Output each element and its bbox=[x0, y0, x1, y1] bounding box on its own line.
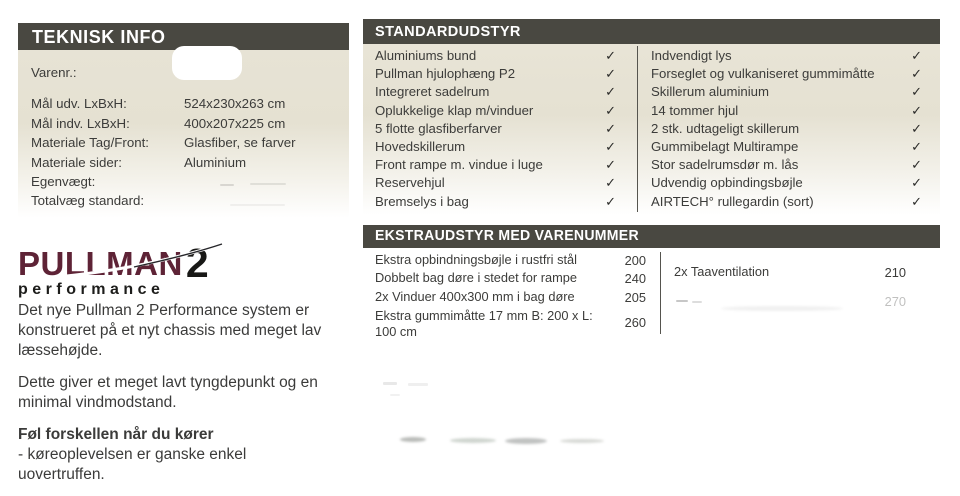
spec-row-totalvaeg bbox=[31, 191, 349, 210]
item-number: 200 bbox=[624, 252, 646, 268]
equipment-row: Oplukkelige klap m/vinduer ✓ bbox=[375, 102, 616, 120]
equipment-row: Integreret sadelrum ✓ bbox=[375, 83, 616, 101]
ekstraudstyr-header bbox=[363, 225, 940, 248]
item-number: 240 bbox=[624, 271, 646, 287]
pullman-logo bbox=[18, 240, 248, 299]
equipment-row: Indvendigt lys ✓ bbox=[651, 47, 922, 65]
extra-row: Dobbelt bag døre i stedet for rampe 240 bbox=[375, 270, 646, 287]
checkmark-icon: ✓ bbox=[605, 157, 616, 173]
spec-label: Mål indv. LxBxH: bbox=[31, 115, 130, 131]
erased-totalvaeg-remnant bbox=[230, 204, 285, 206]
equipment-row: Aluminiums bund ✓ bbox=[375, 47, 616, 65]
equipment-row: Reservehjul ✓ bbox=[375, 174, 616, 192]
equipment-row: AIRTECH° rullegardin (sort) ✓ bbox=[651, 193, 922, 211]
checkmark-icon: ✓ bbox=[911, 84, 922, 100]
equipment-row: Gummibelagt Multirampe ✓ bbox=[651, 138, 922, 156]
logo-number: 2 bbox=[185, 240, 209, 286]
spec-value: Aluminium bbox=[184, 154, 247, 170]
standardudstyr-panel bbox=[363, 19, 940, 222]
standardudstyr-column-2 bbox=[638, 47, 940, 211]
teknisk-info-title: TEKNISK INFO bbox=[32, 26, 166, 47]
checkmark-icon: ✓ bbox=[605, 138, 616, 154]
intro-paragraph-1: Det nye Pullman 2 Performance system er konstrueret på et nyt chassis med meget lav læssehøjde. bbox=[18, 302, 322, 359]
ekstraudstyr-title: EKSTRAUDSTYR MED VARENUMMER bbox=[375, 228, 639, 244]
logo-tagline: performance bbox=[18, 281, 165, 298]
extra-row: Ekstra gummimåtte 17 mm B: 200 x L: 100 cm 260 bbox=[375, 308, 646, 339]
equipment-row: Udvendig opbindingsbøjle ✓ bbox=[651, 174, 922, 192]
checkmark-icon: ✓ bbox=[605, 66, 616, 82]
standardudstyr-body bbox=[363, 44, 940, 222]
checkmark-icon: ✓ bbox=[911, 157, 922, 173]
spec-label: Varenr.: bbox=[31, 65, 77, 80]
intro-paragraph-2: Dette giver et meget lavt tyngdepunkt og en minimal vindmodstand. bbox=[18, 374, 318, 411]
equipment-row: Skillerum aluminium ✓ bbox=[651, 83, 922, 101]
checkmark-icon: ✓ bbox=[605, 84, 616, 100]
erased-smudge bbox=[721, 306, 843, 311]
checkmark-icon: ✓ bbox=[911, 138, 922, 154]
erased-egenvaegt-remnant bbox=[220, 184, 234, 186]
erased-smudge bbox=[450, 438, 496, 443]
ekstraudstyr-panel bbox=[363, 225, 940, 363]
spacer bbox=[31, 82, 349, 94]
spec-row-mal-udv bbox=[31, 94, 349, 113]
spec-value: Glasfiber, se farver bbox=[184, 135, 296, 151]
equipment-row: Hovedskillerum ✓ bbox=[375, 138, 616, 156]
ekstraudstyr-column-2 bbox=[660, 251, 940, 309]
spec-value: 524x230x263 cm bbox=[184, 96, 286, 112]
checkmark-icon: ✓ bbox=[605, 193, 616, 209]
equipment-row: Pullman hjulophæng P2 ✓ bbox=[375, 65, 616, 83]
equipment-row: 2 stk. udtageligt skillerum ✓ bbox=[651, 120, 922, 138]
equipment-row: Bremselys i bag ✓ bbox=[375, 193, 616, 211]
checkmark-icon: ✓ bbox=[911, 48, 922, 63]
erased-smudge bbox=[560, 439, 604, 443]
intro-text bbox=[18, 301, 324, 496]
equipment-row: Front rampe m. vindue i luge ✓ bbox=[375, 156, 616, 174]
spec-row-materiale-tag bbox=[31, 133, 349, 152]
extra-row: 2x Vinduer 400x300 mm i bag døre 205 bbox=[375, 288, 646, 305]
spec-value: 400x207x225 cm bbox=[184, 115, 286, 131]
equipment-row: Stor sadelrumsdør m. lås ✓ bbox=[651, 156, 922, 174]
checkmark-icon: ✓ bbox=[911, 102, 922, 118]
item-number: 260 bbox=[624, 315, 646, 331]
erased-smudge bbox=[390, 394, 400, 396]
erased-egenvaegt-remnant bbox=[250, 183, 286, 185]
teknisk-info-panel bbox=[18, 23, 349, 225]
checkmark-icon: ✓ bbox=[911, 120, 922, 136]
checkmark-icon: ✓ bbox=[911, 66, 922, 82]
erased-smudge bbox=[408, 383, 428, 386]
standardudstyr-title: STANDARDUDSTYR bbox=[375, 23, 521, 40]
checkmark-icon: ✓ bbox=[605, 120, 616, 136]
standardudstyr-column-1 bbox=[363, 47, 637, 211]
item-number: 205 bbox=[624, 289, 646, 305]
spec-label: Mål udv. LxBxH: bbox=[31, 96, 127, 112]
spec-row-mal-indv bbox=[31, 114, 349, 133]
spec-label: Materiale Tag/Front: bbox=[31, 135, 150, 151]
erased-smudge bbox=[400, 437, 426, 442]
spec-list bbox=[18, 50, 349, 225]
spec-row-materiale-sider bbox=[31, 153, 349, 172]
extra-row: 2x Taaventilation 210 bbox=[674, 264, 906, 280]
spec-label: Egenvægt: bbox=[31, 173, 96, 189]
spec-value bbox=[184, 191, 349, 210]
equipment-row: Forseglet og vulkaniseret gummimåtte ✓ bbox=[651, 65, 922, 83]
erased-smudge bbox=[505, 438, 547, 444]
extra-row: Ekstra opbindningsbøjle i rustfri stål 200 bbox=[375, 252, 646, 268]
pullman-logo-wordmark bbox=[18, 240, 248, 286]
spec-value bbox=[184, 172, 349, 191]
erased-varenr-value bbox=[172, 46, 242, 80]
ekstraudstyr-column-1 bbox=[363, 251, 660, 339]
spec-label: Totalvæg standard: bbox=[31, 193, 145, 209]
spec-label: Materiale sider: bbox=[31, 154, 122, 170]
erased-smudge bbox=[383, 382, 397, 385]
checkmark-icon: ✓ bbox=[605, 175, 616, 191]
logo-brand-text: PULLMAN bbox=[18, 245, 183, 282]
equipment-row: 5 flotte glasfiberfarver ✓ bbox=[375, 120, 616, 138]
item-number-faded: 270 bbox=[884, 294, 906, 310]
checkmark-icon: ✓ bbox=[911, 193, 922, 209]
checkmark-icon: ✓ bbox=[911, 175, 922, 191]
intro-heading: Føl forskellen når du kører bbox=[18, 426, 214, 443]
standardudstyr-header bbox=[363, 19, 940, 44]
checkmark-icon: ✓ bbox=[605, 48, 616, 63]
equipment-row: 14 tommer hjul ✓ bbox=[651, 102, 922, 120]
intro-paragraph-3: - køreoplevelsen er ganske enkel uovertruffen. bbox=[18, 446, 247, 483]
ekstraudstyr-body bbox=[363, 248, 940, 363]
spec-row-egenvaegt bbox=[31, 172, 349, 191]
item-number: 210 bbox=[884, 264, 906, 280]
checkmark-icon: ✓ bbox=[605, 102, 616, 118]
